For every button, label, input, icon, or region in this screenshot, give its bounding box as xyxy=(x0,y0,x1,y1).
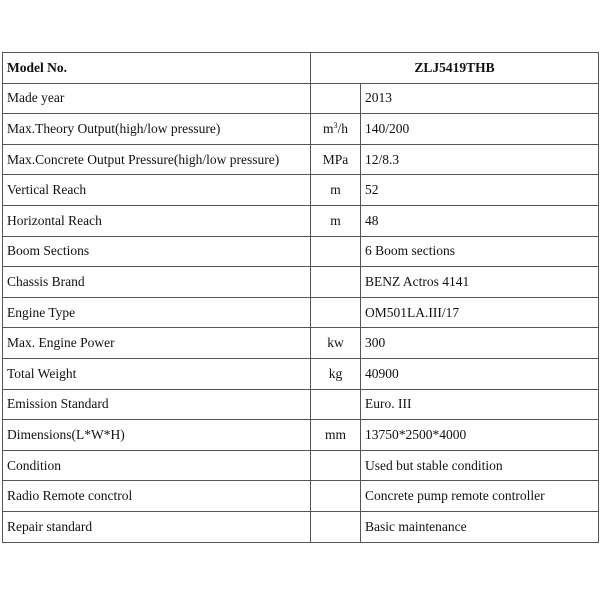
row-value: Used but stable condition xyxy=(361,450,599,481)
row-label: Total Weight xyxy=(3,358,311,389)
row-label: Dimensions(L*W*H) xyxy=(3,420,311,451)
row-unit: m xyxy=(311,205,361,236)
table-header-row xyxy=(3,53,599,84)
table-row xyxy=(3,420,599,451)
unit-rest: /h xyxy=(337,120,349,136)
table-row xyxy=(3,389,599,420)
row-value: OM501LA.III/17 xyxy=(361,297,599,328)
row-value: 40900 xyxy=(361,358,599,389)
row-value: BENZ Actros 4141 xyxy=(361,267,599,298)
table-row xyxy=(3,267,599,298)
row-unit: kw xyxy=(311,328,361,359)
row-value: Euro. III xyxy=(361,389,599,420)
unit-base: m xyxy=(322,120,334,136)
table-row xyxy=(3,481,599,512)
model-value: ZLJ5419THB xyxy=(311,53,599,84)
row-unit xyxy=(311,389,361,420)
table-row xyxy=(3,83,599,114)
row-label: Max.Theory Output(high/low pressure) xyxy=(3,114,311,145)
row-unit: m xyxy=(311,175,361,206)
row-unit: MPa xyxy=(311,144,361,175)
table-row xyxy=(3,358,599,389)
table-row xyxy=(3,511,599,542)
row-label: Horizontal Reach xyxy=(3,205,311,236)
table-row xyxy=(3,205,599,236)
row-unit xyxy=(311,481,361,512)
row-label: Made year xyxy=(3,83,311,114)
row-value: 2013 xyxy=(361,83,599,114)
row-unit xyxy=(311,83,361,114)
row-unit xyxy=(311,114,361,145)
table-row xyxy=(3,114,599,145)
row-label: Boom Sections xyxy=(3,236,311,267)
table-row xyxy=(3,144,599,175)
row-unit: mm xyxy=(311,420,361,451)
row-unit xyxy=(311,297,361,328)
row-unit xyxy=(311,236,361,267)
row-label: Repair standard xyxy=(3,511,311,542)
row-label: Emission Standard xyxy=(3,389,311,420)
row-label: Condition xyxy=(3,450,311,481)
row-unit xyxy=(311,450,361,481)
row-value: Concrete pump remote controller xyxy=(361,481,599,512)
row-label: Chassis Brand xyxy=(3,267,311,298)
row-label: Radio Remote conctrol xyxy=(3,481,311,512)
row-value: 300 xyxy=(361,328,599,359)
spec-table xyxy=(2,52,599,543)
row-label: Engine Type xyxy=(3,297,311,328)
row-value: 12/8.3 xyxy=(361,144,599,175)
row-label: Max.Concrete Output Pressure(high/low pressure) xyxy=(3,144,311,175)
row-unit: kg xyxy=(311,358,361,389)
row-unit xyxy=(311,511,361,542)
table-row xyxy=(3,297,599,328)
row-label: Max. Engine Power xyxy=(3,328,311,359)
row-value: 48 xyxy=(361,205,599,236)
row-value: 6 Boom sections xyxy=(361,236,599,267)
row-value: 140/200 xyxy=(361,114,599,145)
unit-superscript: 3 xyxy=(333,120,338,130)
row-label: Vertical Reach xyxy=(3,175,311,206)
table-row xyxy=(3,175,599,206)
row-value: Basic maintenance xyxy=(361,511,599,542)
row-value: 13750*2500*4000 xyxy=(361,420,599,451)
table-row xyxy=(3,236,599,267)
model-label: Model No. xyxy=(3,53,311,84)
table-row xyxy=(3,328,599,359)
table-row xyxy=(3,450,599,481)
row-unit xyxy=(311,267,361,298)
row-value: 52 xyxy=(361,175,599,206)
